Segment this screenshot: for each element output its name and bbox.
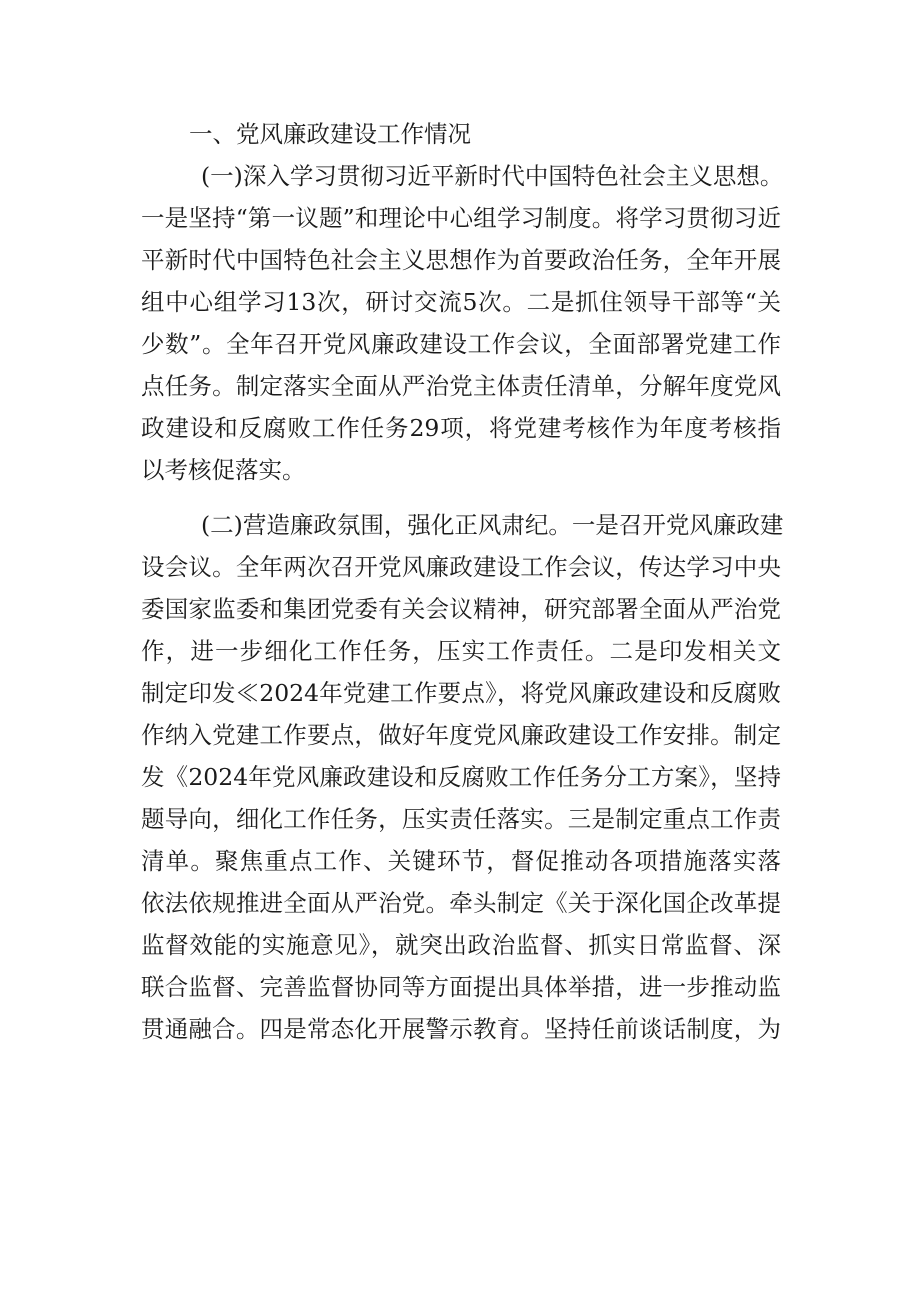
paragraph-2-line: 联合监督、完善监督协同等方面提出具体举措，进一步推动监 — [141, 973, 781, 1001]
paragraph-1-line: 平新时代中国特色社会主义思想作为首要政治任务，全年开展 — [141, 246, 781, 274]
paragraph-2-line: 贯通融合。四是常态化开展警示教育。坚持任前谈话制度，为 — [141, 1015, 781, 1043]
paragraph-2-line: 作纳入党建工作要点，做好年度党风廉政建设工作安排。制定 — [141, 721, 781, 749]
paragraph-2-line: 制定印发≪2024年党建工作要点》，将党风廉政建设和反腐败 — [141, 679, 781, 707]
paragraph-1 — [141, 155, 784, 491]
paragraph-1-line: 以考核促落实。 — [141, 456, 306, 484]
paragraph-2-line: 依法依规推进全面从严治党。牵头制定《关于深化国企改革提 — [141, 889, 781, 917]
section-heading: 一、党风廉政建设工作情况 — [189, 120, 471, 148]
paragraph-2-line: 作，进一步细化工作任务，压实工作责任。二是印发相关文 — [141, 637, 781, 665]
paragraph-2-line: 清单。聚焦重点工作、关键环节，督促推动各项措施落实落 — [141, 847, 781, 875]
paragraph-2-line: 监督效能的实施意见》，就突出政治监督、抓实日常监督、深 — [141, 931, 781, 959]
paragraph-2-line: 委国家监委和集团党委有关会议精神，研究部署全面从严治党 — [141, 595, 781, 623]
document-body — [141, 113, 784, 1050]
paragraph-2-line: 题导向，细化工作任务，压实责任落实。三是制定重点工作责 — [141, 805, 781, 833]
paragraph-1-line: 政建设和反腐败工作任务29项，将党建考核作为年度考核指 — [141, 414, 781, 442]
paragraph-2-line: 设会议。全年两次召开党风廉政建设工作会议，传达学习中央 — [141, 553, 781, 581]
paragraph-1-line: 一是坚持“第一议题”和理论中心组学习制度。将学习贯彻习近 — [141, 204, 781, 232]
paragraph-1-line: (一)深入学习贯彻习近平新时代中国特色社会主义思想。 — [201, 162, 784, 190]
paragraph-1-line: 组中心组学习13次，研讨交流5次。二是抓住领导干部等“关 — [141, 288, 781, 316]
paragraph-1-line: 点任务。制定落实全面从严治党主体责任清单，分解年度党风 — [141, 372, 781, 400]
paragraph-2-line: (二)营造廉政氛围，强化正风肃纪。一是召开党风廉政建 — [201, 511, 784, 539]
paragraph-2-line: 发《2024年党风廉政建设和反腐败工作任务分工方案》，坚持 — [141, 763, 781, 791]
paragraph-1-line: 少数”。全年召开党风廉政建设工作会议，全面部署党建工作 — [141, 330, 781, 358]
paragraph-2 — [141, 504, 784, 1050]
